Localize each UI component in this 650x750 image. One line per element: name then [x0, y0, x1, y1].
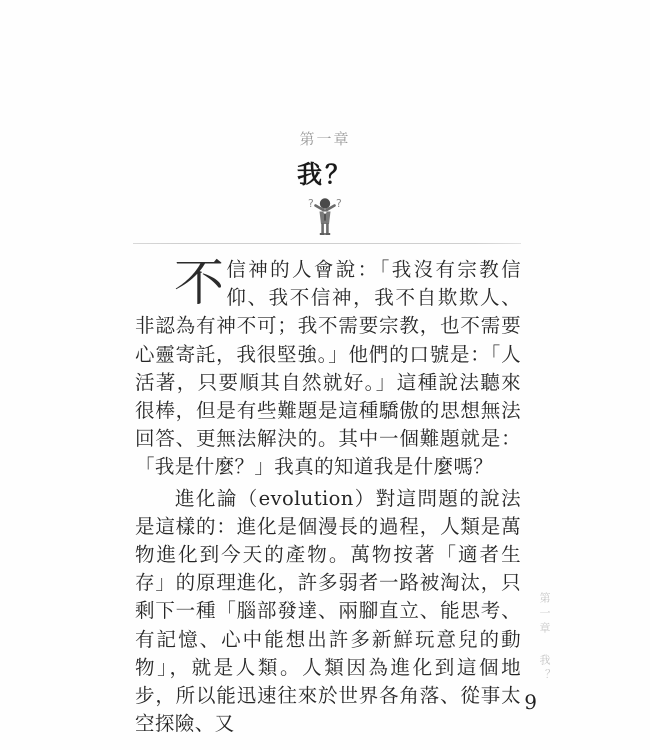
svg-text:?: ? — [336, 197, 342, 210]
chapter-number-label: 第一章 — [299, 130, 351, 148]
svg-text:?: ? — [308, 197, 314, 210]
chapter-title: 我？ — [296, 160, 353, 189]
paragraph-second: 進化論（evolution）對這問題的說法是這樣的：進化是個漫長的過程，人類是萬物進化到今天的產物。萬物按著「適者生存」的原理進化，許多弱者一路被淘汰，只剩下一種「腦部發達、兩腳直立、能思考、有記憶、心中能想出許多新鮮玩意兒的動物」，就是人類。人類因為進化到這個地步，所以能迅速往來於世界各角落、從事太空探險、又 — [135, 486, 521, 736]
page-number: 9 — [524, 690, 537, 714]
header-divider-rule — [133, 243, 521, 244]
drop-cap: 不 — [174, 254, 225, 312]
running-head-vertical: 第一章 我？ — [538, 592, 551, 684]
body-text-column — [135, 256, 521, 738]
chapter-header — [0, 128, 650, 192]
paragraph-first — [135, 256, 521, 482]
paragraph-first-text: 信神的人會說：「我沒有宗教信仰、我不信神，我不自欺欺人、非認為有神不可；我不需要宗教，也不需要心靈寄託，我很堅強。」他們的口號是：「人活著，只要順其自然就好。」這種說法聽來很棒，但是有些難題是這種驕傲的思想無法回答、更無法解決的。其中一個難題就是：「我是什麼？」我真的知道我是什麼嗎？ — [135, 258, 521, 479]
person-with-question-marks-icon — [299, 194, 351, 236]
